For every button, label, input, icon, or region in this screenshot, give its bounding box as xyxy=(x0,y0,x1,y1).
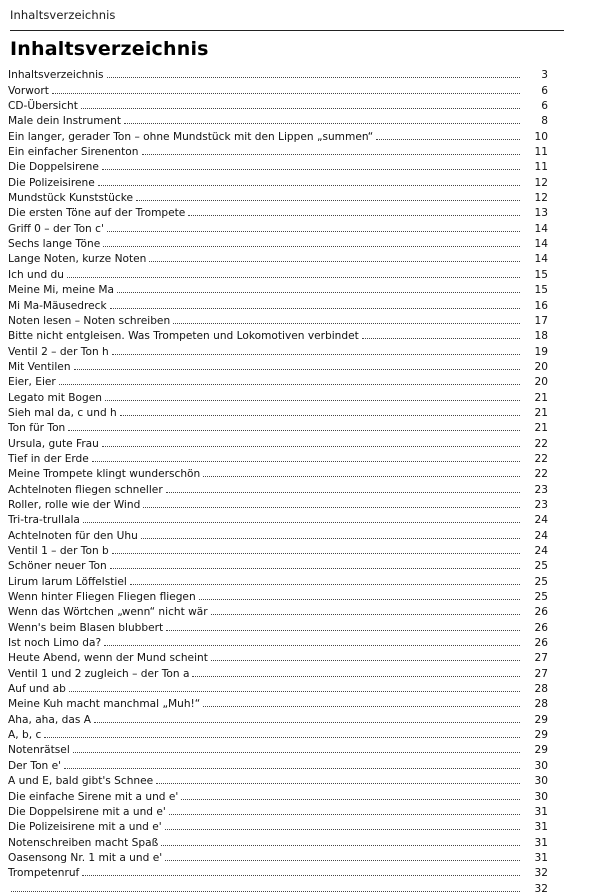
dot-leader xyxy=(82,875,520,876)
dot-leader xyxy=(199,599,520,600)
toc-entry-page-number: 32 xyxy=(534,867,548,880)
toc-entry xyxy=(8,618,548,633)
dot-leader xyxy=(181,799,520,800)
toc-entry-title: Die Polizeisirene mit a und e' xyxy=(8,821,162,834)
toc-entry-title: Ton für Ton xyxy=(8,422,66,435)
toc-entry-title: A und E, bald gibt's Schnee xyxy=(8,775,154,788)
toc-entry xyxy=(8,480,548,495)
toc-entry xyxy=(8,603,548,618)
toc-entry-page-number: 21 xyxy=(534,406,548,419)
dot-leader xyxy=(110,568,520,569)
toc-entry-title: Tri-tra-trullala xyxy=(8,514,80,527)
dot-leader xyxy=(161,845,520,846)
toc-entry-title: CD-Übersicht xyxy=(8,100,78,113)
dot-leader xyxy=(59,384,520,385)
toc-entry xyxy=(8,66,548,81)
dot-leader xyxy=(107,231,520,232)
dot-leader xyxy=(68,430,520,431)
toc-entry-title: Heute Abend, wenn der Mund scheint xyxy=(8,652,208,665)
toc-entry-title: Trompetenruf xyxy=(8,867,80,880)
dot-leader xyxy=(211,614,520,615)
toc-entry-page-number: 30 xyxy=(534,790,548,803)
toc-entry-page-number: 24 xyxy=(534,529,548,542)
toc-entry-page-number: 29 xyxy=(534,713,548,726)
dot-leader xyxy=(188,215,520,216)
toc-entry-page-number: 13 xyxy=(534,207,548,220)
toc-entry-page-number: 15 xyxy=(534,284,548,297)
toc-entry-title: Bitte nicht entgleisen. Was Trompeten und Lokomotiven verbindet xyxy=(8,330,359,343)
toc-entry-title: Notenrätsel xyxy=(8,744,70,757)
toc-entry-title: Achtelnoten fliegen schneller xyxy=(8,483,163,496)
toc-entry-page-number: 31 xyxy=(534,836,548,849)
toc-entry xyxy=(8,542,548,557)
dot-leader xyxy=(141,538,520,539)
toc-entry-title: Achtelnoten für den Uhu xyxy=(8,529,138,542)
dot-leader xyxy=(107,77,520,78)
toc-entry-title: Vorwort xyxy=(8,84,49,97)
toc-entry-page-number: 21 xyxy=(534,391,548,404)
toc-entry-title: Legato mit Bogen xyxy=(8,391,102,404)
table-of-contents xyxy=(8,66,548,895)
toc-entry-title: Tief in der Erde xyxy=(8,452,89,465)
toc-entry-page-number: 16 xyxy=(534,299,548,312)
dot-leader xyxy=(362,338,520,339)
toc-entry xyxy=(8,649,548,664)
toc-entry-title: Mundstück Kunststücke xyxy=(8,192,134,205)
toc-entry-page-number: 19 xyxy=(534,345,548,358)
toc-entry xyxy=(8,526,548,541)
toc-entry xyxy=(8,265,548,280)
dot-leader xyxy=(376,139,520,140)
toc-entry-page-number: 25 xyxy=(534,575,548,588)
toc-entry-title: Auf und ab xyxy=(8,683,66,696)
dot-leader xyxy=(169,814,520,815)
toc-entry xyxy=(8,572,548,587)
toc-entry-page-number: 30 xyxy=(534,775,548,788)
toc-entry-page-number: 17 xyxy=(534,314,548,327)
toc-entry-title: Lirum larum Löffelstiel xyxy=(8,575,127,588)
toc-entry-title: Ventil 2 – der Ton h xyxy=(8,345,109,358)
toc-entry-page-number: 6 xyxy=(541,84,548,97)
toc-entry-title: Der Ton e' xyxy=(8,759,62,772)
toc-entry-title: Die Polizeisirene xyxy=(8,176,95,189)
toc-entry xyxy=(8,373,548,388)
dot-leader xyxy=(67,277,520,278)
toc-entry-page-number: 32 xyxy=(534,882,548,895)
toc-entry-page-number: 3 xyxy=(541,69,548,82)
dot-leader xyxy=(94,722,520,723)
toc-entry xyxy=(8,434,548,449)
dot-leader xyxy=(112,553,520,554)
toc-entry-page-number: 11 xyxy=(534,146,548,159)
toc-entry xyxy=(8,419,548,434)
toc-entry-title: Die einfache Sirene mit a und e' xyxy=(8,790,179,803)
toc-entry-title: Die Doppelsirene xyxy=(8,161,99,174)
toc-entry-title: Eier, Eier xyxy=(8,376,56,389)
toc-entry-page-number: 23 xyxy=(534,483,548,496)
dot-leader xyxy=(149,261,520,262)
toc-entry-title: Ist noch Limo da? xyxy=(8,637,102,650)
dot-leader xyxy=(165,860,520,861)
toc-entry xyxy=(8,404,548,419)
toc-entry xyxy=(8,772,548,787)
toc-entry-title: Notenschreiben macht Spaß xyxy=(8,836,159,849)
toc-entry-page-number: 26 xyxy=(534,606,548,619)
dot-leader xyxy=(103,246,520,247)
toc-entry-title: Wenn hinter Fliegen Fliegen fliegen xyxy=(8,591,196,604)
toc-entry-page-number: 28 xyxy=(534,698,548,711)
toc-entry xyxy=(8,235,548,250)
toc-entry-title: Ein langer, gerader Ton – ohne Mundstück mit den Lippen „summen“ xyxy=(8,130,374,143)
toc-entry-title: Ventil 1 – der Ton b xyxy=(8,545,109,557)
toc-entry-title: Meine Kuh macht manchmal „Muh!“ xyxy=(8,698,201,711)
toc-entry-title: Inhaltsverzeichnis xyxy=(8,69,104,82)
dot-leader xyxy=(98,185,520,186)
toc-entry xyxy=(8,97,548,112)
toc-entry-title: Lange Noten, kurze Noten xyxy=(8,253,147,266)
toc-entry xyxy=(8,143,548,158)
toc-entry-page-number: 31 xyxy=(534,821,548,834)
dot-leader xyxy=(81,108,520,109)
toc-entry xyxy=(8,312,548,327)
dot-leader xyxy=(156,783,520,784)
toc-entry-title: Aha, aha, das A xyxy=(8,713,91,726)
toc-entry xyxy=(8,787,548,802)
toc-entry-title: Ursula, gute Frau xyxy=(8,437,99,450)
toc-entry xyxy=(8,756,548,771)
toc-entry xyxy=(8,358,548,373)
toc-entry xyxy=(8,173,548,188)
toc-entry-page-number: 6 xyxy=(541,100,548,113)
toc-entry-page-number: 24 xyxy=(534,545,548,557)
dot-leader xyxy=(117,292,520,293)
toc-entry xyxy=(8,250,548,265)
toc-entry-page-number: 12 xyxy=(534,176,548,189)
toc-entry xyxy=(8,81,548,96)
toc-entry xyxy=(8,664,548,679)
toc-entry-title: Sechs lange Töne xyxy=(8,238,101,251)
dot-leader xyxy=(124,123,520,124)
dot-leader xyxy=(165,829,520,830)
toc-entry xyxy=(8,818,548,833)
toc-entry xyxy=(8,741,548,756)
dot-leader xyxy=(192,676,520,677)
toc-entry-title: Ein einfacher Sirenenton xyxy=(8,146,139,159)
toc-entry-title: Die ersten Töne auf der Trompete xyxy=(8,207,186,220)
dot-leader xyxy=(203,476,520,477)
dot-leader xyxy=(74,369,520,370)
toc-entry-title: Schöner neuer Ton xyxy=(8,560,107,573)
toc-entry-page-number: 25 xyxy=(534,591,548,604)
toc-entry xyxy=(8,342,548,357)
toc-entry-page-number: 14 xyxy=(534,222,548,235)
toc-entry xyxy=(8,158,548,173)
toc-entry-page-number: 26 xyxy=(534,637,548,650)
toc-entry xyxy=(8,189,548,204)
toc-entry-page-number: 25 xyxy=(534,560,548,573)
dot-leader xyxy=(69,691,520,692)
toc-entry xyxy=(8,864,548,879)
toc-entry-page-number: 22 xyxy=(534,437,548,450)
dot-leader xyxy=(143,507,520,508)
dot-leader xyxy=(203,706,520,707)
toc-entry-title: Noten lesen – Noten schreiben xyxy=(8,314,171,327)
toc-entry xyxy=(8,803,548,818)
toc-entry-title: A, b, c xyxy=(8,729,42,742)
toc-entry-page-number: 30 xyxy=(534,759,548,772)
dot-leader xyxy=(73,752,520,753)
toc-entry-title: Wenn das Wörtchen „wenn“ nicht wär xyxy=(8,606,208,619)
toc-entry-page-number: 26 xyxy=(534,621,548,634)
page-title: Inhaltsverzeichnis xyxy=(10,38,209,60)
toc-entry xyxy=(8,849,548,864)
toc-entry-title: Mi Ma-Mäusedreck xyxy=(8,299,107,312)
toc-entry-title: Roller, rolle wie der Wind xyxy=(8,498,141,511)
toc-entry-page-number: 14 xyxy=(534,253,548,266)
toc-entry-title: Meine Trompete klingt wunderschön xyxy=(8,468,201,481)
toc-entry-title: Griff 0 – der Ton c' xyxy=(8,222,104,235)
dot-leader xyxy=(112,354,520,355)
toc-entry-page-number: 11 xyxy=(534,161,548,174)
toc-entry xyxy=(8,634,548,649)
dot-leader xyxy=(136,200,520,201)
dot-leader xyxy=(166,492,520,493)
toc-entry-page-number: 24 xyxy=(534,514,548,527)
dot-leader xyxy=(105,400,520,401)
toc-entry xyxy=(8,112,548,127)
toc-entry xyxy=(8,388,548,403)
dot-leader xyxy=(130,584,520,585)
toc-entry-title: Sieh mal da, c und h xyxy=(8,406,117,419)
dot-leader xyxy=(110,308,520,309)
toc-entry xyxy=(8,833,548,848)
toc-entry-page-number: 12 xyxy=(534,192,548,205)
toc-entry-page-number: 14 xyxy=(534,238,548,251)
running-header: Inhaltsverzeichnis xyxy=(10,8,116,22)
toc-entry-page-number: 10 xyxy=(534,130,548,143)
toc-entry-page-number: 31 xyxy=(534,805,548,818)
toc-entry-page-number: 20 xyxy=(534,376,548,389)
dot-leader xyxy=(104,645,520,646)
toc-entry-page-number: 20 xyxy=(534,360,548,373)
toc-entry xyxy=(8,588,548,603)
toc-entry xyxy=(8,496,548,511)
dot-leader xyxy=(11,891,520,892)
toc-entry xyxy=(8,327,548,342)
toc-entry xyxy=(8,296,548,311)
toc-entry-page-number: 28 xyxy=(534,683,548,696)
dot-leader xyxy=(102,169,520,170)
dot-leader xyxy=(52,93,520,94)
toc-entry-page-number: 8 xyxy=(541,115,548,128)
toc-entry-title: Wenn's beim Blasen blubbert xyxy=(8,621,164,634)
toc-entry xyxy=(8,726,548,741)
toc-entry-title: Mit Ventilen xyxy=(8,360,71,373)
toc-entry-title: Ventil 1 und 2 zugleich – der Ton a xyxy=(8,667,190,680)
dot-leader xyxy=(166,630,520,631)
toc-entry-page-number: 29 xyxy=(534,744,548,757)
toc-entry xyxy=(8,710,548,725)
toc-entry xyxy=(8,281,548,296)
toc-entry-page-number: 21 xyxy=(534,422,548,435)
dot-leader xyxy=(44,737,520,738)
dot-leader xyxy=(120,415,520,416)
toc-entry-title: Die Doppelsirene mit a und e' xyxy=(8,805,166,818)
toc-entry-page-number: 22 xyxy=(534,452,548,465)
dot-leader xyxy=(102,446,520,447)
dot-leader xyxy=(211,660,520,661)
toc-entry-title: Oasensong Nr. 1 mit a und e' xyxy=(8,851,163,864)
dot-leader xyxy=(92,461,520,462)
toc-entry-page-number: 22 xyxy=(534,468,548,481)
toc-entry-title: Male dein Instrument xyxy=(8,115,122,128)
toc-entry xyxy=(8,557,548,572)
toc-entry-title: Meine Mi, meine Ma xyxy=(8,284,115,297)
toc-entry xyxy=(8,127,548,142)
toc-entry-page-number: 18 xyxy=(534,330,548,343)
toc-entry xyxy=(8,465,548,480)
toc-entry-page-number: 23 xyxy=(534,498,548,511)
header-rule xyxy=(10,30,564,31)
toc-entry-title: Ich und du xyxy=(8,268,64,281)
toc-entry-page-number: 15 xyxy=(534,268,548,281)
dot-leader xyxy=(83,522,520,523)
toc-entry xyxy=(8,450,548,465)
dot-leader xyxy=(64,768,520,769)
toc-entry xyxy=(8,219,548,234)
toc-entry-page-number: 29 xyxy=(534,729,548,742)
toc-entry-page-number: 27 xyxy=(534,667,548,680)
dot-leader xyxy=(142,154,521,155)
toc-entry xyxy=(8,695,548,710)
toc-entry-page-number: 31 xyxy=(534,851,548,864)
toc-entry-page-number: 27 xyxy=(534,652,548,665)
dot-leader xyxy=(173,323,520,324)
toc-entry xyxy=(8,204,548,219)
toc-entry xyxy=(8,680,548,695)
toc-entry xyxy=(8,511,548,526)
